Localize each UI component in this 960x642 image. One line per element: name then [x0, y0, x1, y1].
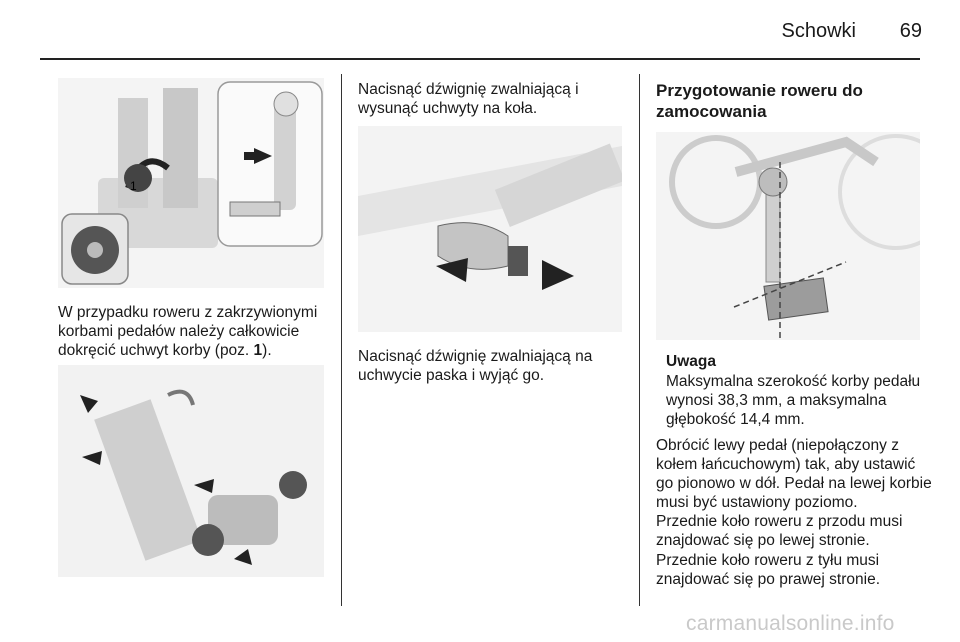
column-divider-2: [639, 74, 640, 606]
page-number: 69: [899, 20, 922, 42]
col1-paragraph: [58, 303, 334, 360]
col3-paragraph-1: Obrócić lewy pedał (niepołączony z kołem łańcuchowym) tak, aby ustawić go pionowo w dół. Pedał na lewej korbie musi być ustawiony poziomo.: [656, 437, 932, 511]
column-divider-1: [341, 74, 342, 606]
col1-para-text: W przypadku roweru z zakrzywionymi korbami pedałów należy całkowicie dokręcić uchwyt korby (poz.: [58, 304, 318, 359]
col1-para-end: ).: [262, 342, 272, 359]
note-text: Maksymalna szerokość korby pedału wynosi 38,3 mm, a maksymalna głębokość 14,4 mm.: [666, 373, 921, 428]
figure-wheel-holders: [58, 365, 324, 577]
col1-para-bold: 1: [253, 342, 263, 359]
page-section-title: Schowki: [781, 20, 856, 42]
figure-callout-1: 1: [130, 179, 137, 193]
watermark: carmanualsonline.info: [686, 612, 895, 635]
col3-paragraph-2: Przednie koło roweru z przodu musi znajdować się po lewej stronie.: [656, 513, 903, 549]
header-rule: [40, 58, 920, 60]
figure-wheel-holder-release: [358, 126, 622, 332]
col2-paragraph-2: Nacisnąć dźwignię zwalniającą na uchwycie paska i wyjąć go.: [358, 348, 593, 384]
col2-paragraph-1: Nacisnąć dźwignię zwalniającą i wysunąć uchwyty na koła.: [358, 81, 579, 117]
note-heading: Uwaga: [666, 353, 716, 370]
figure-pedal-position: [656, 132, 920, 340]
col3-paragraph-3: Przednie koło roweru z tyłu musi znajdować się po prawej stronie.: [656, 552, 881, 588]
col3-heading: Przygotowanie roweru do zamocowania: [656, 81, 863, 121]
figure-crank-holder: [58, 78, 324, 288]
